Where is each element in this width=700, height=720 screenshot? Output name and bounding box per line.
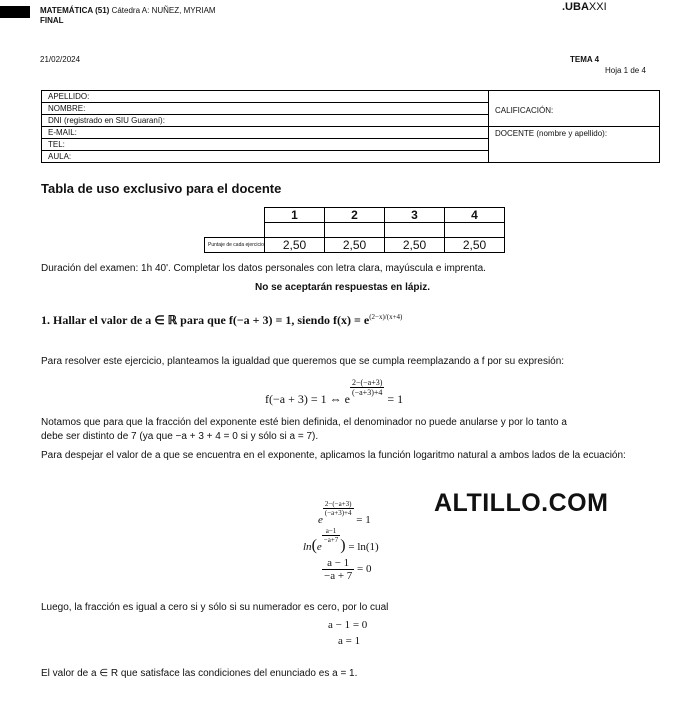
- course-header: [40, 6, 216, 26]
- score-cell: 2,50: [385, 238, 445, 253]
- field-email[interactable]: E-MAIL:: [42, 127, 489, 139]
- score-cell: 2,50: [325, 238, 385, 253]
- grade-col-header: 3: [385, 208, 445, 223]
- exam-type-label: FINAL: [40, 16, 64, 25]
- catedra-label: Cátedra A: NUÑEZ, MYRIAM: [111, 6, 216, 15]
- grades-table-title: Tabla de uso exclusivo para el docente: [41, 181, 282, 196]
- page-indicator: Hoja 1 de 4: [605, 66, 646, 75]
- docente-cell: DOCENTE (nombre y apellido):: [489, 127, 660, 163]
- paragraph-logarithm: Para despejar el valor de a que se encuentra en el exponente, aplicamos la función logaritmo natural a ambos lados de la ecuación:: [41, 450, 626, 461]
- score-row-label: Puntaje de cada ejercicio: [205, 238, 265, 253]
- black-header-bar: [0, 6, 30, 18]
- calificacion-cell: CALIFICACIÓN:: [489, 91, 660, 127]
- score-cell: 2,50: [265, 238, 325, 253]
- grade-col-header: 4: [445, 208, 505, 223]
- field-tel[interactable]: TEL:: [42, 139, 489, 151]
- equation-step-5: a = 1: [338, 635, 361, 647]
- grade-col-header: 1: [265, 208, 325, 223]
- no-pencil-notice: No se aceptarán respuestas en lápiz.: [255, 282, 431, 293]
- exam-date: 21/02/2024: [40, 55, 81, 64]
- equation-step-3: $\frac{a - 1}{-a + 7}$ = 0: [324, 557, 372, 582]
- student-info-table: [41, 90, 660, 163]
- duration-instructions: Duración del examen: 1h 40'. Completar los datos personales con letra clara, mayúscula e imprenta.: [41, 263, 486, 274]
- paragraph-numerator: Luego, la fracción es igual a cero si y sólo si su numerador es cero, por lo cual: [41, 602, 389, 613]
- exercise-prompt: 1. Hallar el valor de a ∈ ℝ para que f(−a + 3) = 1, siendo $f(x) = e^{(2-x)/(x+4)}$: [41, 313, 403, 327]
- subject-label: MATEMÁTICA (51): [40, 6, 110, 15]
- grade-cell[interactable]: [325, 223, 385, 238]
- grade-cell[interactable]: [265, 223, 325, 238]
- field-aula[interactable]: AULA:: [42, 151, 489, 163]
- grade-cell[interactable]: [385, 223, 445, 238]
- field-dni[interactable]: DNI (registrado en SIU Guaraní):: [42, 115, 489, 127]
- watermark: ALTILLO.COM: [434, 489, 609, 517]
- paragraph-domain: Notamos que para que la fracción del exponente esté bien definida, el denominador no puede anularse y por lo tanto a debe ser distinto de 7 (ya que −a + 3 + 4 = 0 si y sólo si a = 7).: [41, 417, 567, 442]
- field-nombre[interactable]: NOMBRE:: [42, 103, 489, 115]
- equation-step-1: e $\frac{2-(-a+3)}{(-a+3)+4}$ = 1: [318, 500, 371, 526]
- grades-table: [204, 207, 505, 253]
- equation-step-4: a − 1 = 0: [328, 619, 368, 631]
- conclusion: El valor de a ∈ R que satisface las condiciones del enunciado es a = 1.: [41, 668, 358, 679]
- prompt-exponent: (2−x)/(x+4): [369, 313, 403, 321]
- equation-1: f(−a + 3) = 1 ⇔ e $\frac{2-(-a+3)}{(-a+3)+4}$ = 1: [265, 378, 404, 406]
- equation-step-2: ln(e $\frac{a-1}{-a+7}$ ) = ln(1): [303, 527, 379, 554]
- uba-logo: .UBAXXI: [562, 1, 607, 13]
- grade-col-header: 2: [325, 208, 385, 223]
- field-apellido[interactable]: APELLIDO:: [42, 91, 489, 103]
- grade-cell[interactable]: [445, 223, 505, 238]
- paragraph-intro: Para resolver este ejercicio, planteamos la igualdad que queremos que se cumpla reemplazando a f por su expresión:: [41, 356, 565, 367]
- score-cell: 2,50: [445, 238, 505, 253]
- tema-label: TEMA 4: [570, 55, 600, 64]
